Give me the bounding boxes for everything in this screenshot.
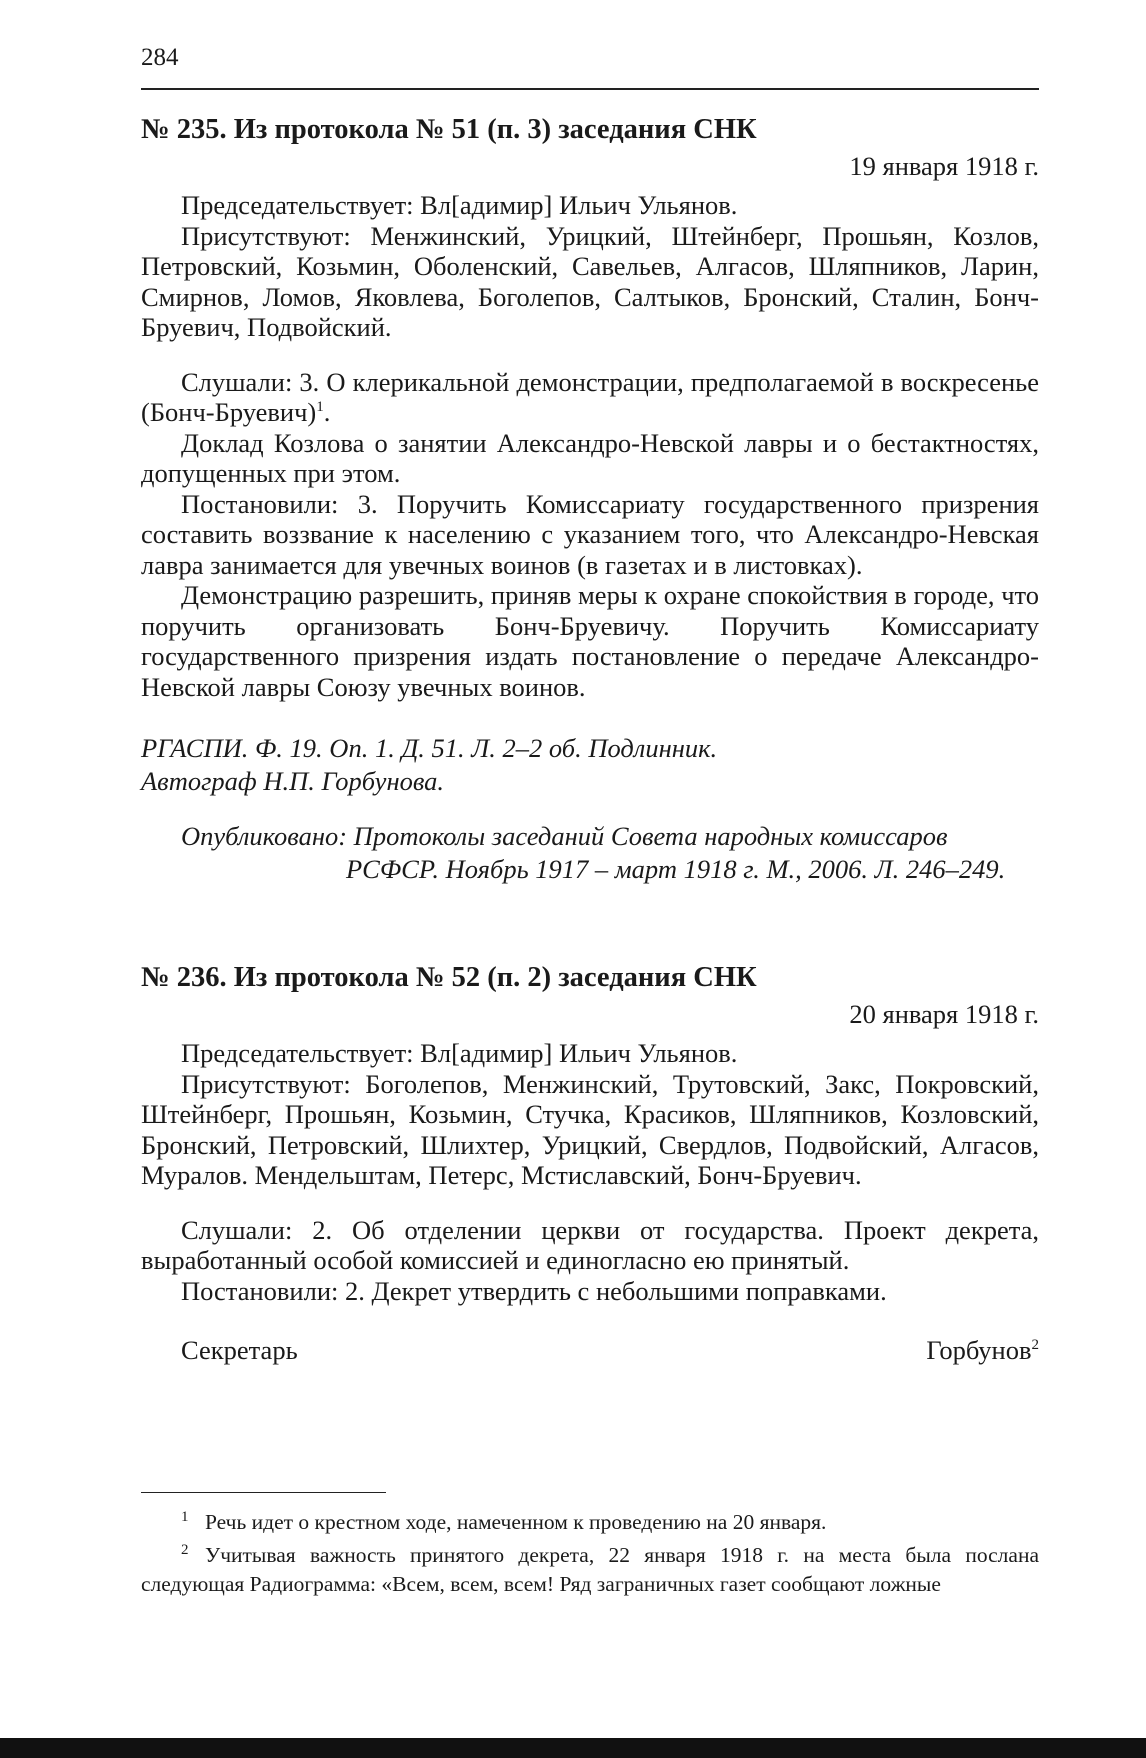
- secretary-label: Секретарь: [181, 1335, 298, 1365]
- footnote-ref-2: 2: [1031, 1337, 1039, 1354]
- secretary-signature: [141, 1334, 1039, 1367]
- doc-235-heard-text: Слушали: 3. О клерикальной демонстрации, предполагаемой в воскресенье (Бонч-Бруевич): [141, 366, 1039, 427]
- secretary-name: Горбунов: [926, 1335, 1032, 1365]
- footnote-1-text: Речь идет о крестном ходе, намеченном к проведению на 20 января.: [205, 1510, 827, 1534]
- footnotes: [141, 1508, 1039, 1599]
- document-235: [141, 112, 1039, 886]
- secretary-name-wrap: [926, 1334, 1039, 1367]
- page-number: 284: [141, 44, 179, 71]
- doc-236-title: № 236. Из протокола № 52 (п. 2) заседания СНК: [141, 962, 757, 993]
- doc-235-report: Доклад Козлова о занятии Александро-Невской лавры и о бестактностях, допущенных при этом.: [141, 427, 1039, 488]
- footnote-ref-1: 1: [316, 399, 324, 416]
- doc-235-published: [141, 820, 1039, 886]
- footnote-2-num: 2: [181, 1541, 189, 1558]
- doc-235-chair: Председательствует: Вл[адимир] Ильич Ульянов.: [181, 190, 738, 220]
- doc-236-decided: Постановили: 2. Декрет утвердить с небольшими поправками.: [181, 1275, 887, 1306]
- footnote-1-num: 1: [181, 1508, 189, 1525]
- doc-236-heard: Слушали: 2. Об отделении церкви от государства. Проект декрета, выработанный особой комиссией и единогласно ею принятый.: [141, 1214, 1039, 1275]
- doc-236-chair: Председательствует: Вл[адимир] Ильич Ульянов.: [181, 1038, 738, 1068]
- doc-235-source-line1: РГАСПИ. Ф. 19. Оп. 1. Д. 51. Л. 2–2 об. Подлинник.: [141, 733, 718, 763]
- doc-235-published-line2: РСФСР. Ноябрь 1917 – март 1918 г. М., 2006. Л. 246–249.: [346, 854, 1006, 884]
- doc-236-present: Присутствуют: Боголепов, Менжинский, Трутовский, Закс, Покровский, Штейнберг, Прошьян, Козьмин, Стучка, Красиков, Шляпников, Козловский, Бронский, Петровский, Шлихтер, Урицкий, Свердлов, Подвойский, Алгасов, Муралов. Мендельштам, Петерс, Мстиславский, Бонч-Бруевич.: [141, 1068, 1039, 1190]
- doc-235-title: № 235. Из протокола № 51 (п. 3) заседания СНК: [141, 114, 757, 145]
- doc-235-source-line2: Автограф Н.П. Горбунова.: [141, 766, 445, 796]
- scan-edge: [0, 1738, 1146, 1758]
- doc-235-date: 19 января 1918 г.: [849, 151, 1039, 181]
- document-236: [141, 960, 1039, 1367]
- doc-235-published-line1: Опубликовано: Протоколы заседаний Совета народных комиссаров: [181, 821, 948, 851]
- footnote-rule: [141, 1492, 386, 1493]
- doc-235-heard: Слушали: 3. О клерикальной демонстрации, предполагаемой в воскресенье (Бонч-Бруевич)$^1$.: [141, 366, 1039, 427]
- footnote-2: [141, 1541, 1039, 1599]
- footnote-2-text: Учитывая важность принятого декрета, 22 января 1918 г. на места была послана следующая Радиограмма: «Всем, всем, всем! Ряд заграничных газет сообщают ложные: [141, 1543, 1039, 1596]
- footnote-1: [141, 1508, 1039, 1537]
- doc-235-present: Присутствуют: Менжинский, Урицкий, Штейнберг, Прошьян, Козлов, Петровский, Козьмин, Оболенский, Савельев, Алгасов, Шляпников, Ларин, Смирнов, Ломов, Яковлева, Боголепов, Салтыков, Бронский, Сталин, Бонч-Бруевич, Подвойский.: [141, 220, 1039, 342]
- doc-236-date: 20 января 1918 г.: [849, 999, 1039, 1029]
- doc-235-demo: Демонстрацию разрешить, приняв меры к охране спокойствия в городе, что поручить организовать Бонч-Бруевичу. Поручить Комиссариату государственного призрения издать постановление о передаче Александро-Невской лавры Союзу увечных воинов.: [141, 580, 1039, 702]
- doc-235-decided: Постановили: 3. Поручить Комиссариату государственного призрения составить воззвание к населению с указанием того, что Александро-Невская лавра занимается для увечных воинов (в газетах и в листовках).: [141, 488, 1039, 580]
- header-rule: [141, 88, 1039, 90]
